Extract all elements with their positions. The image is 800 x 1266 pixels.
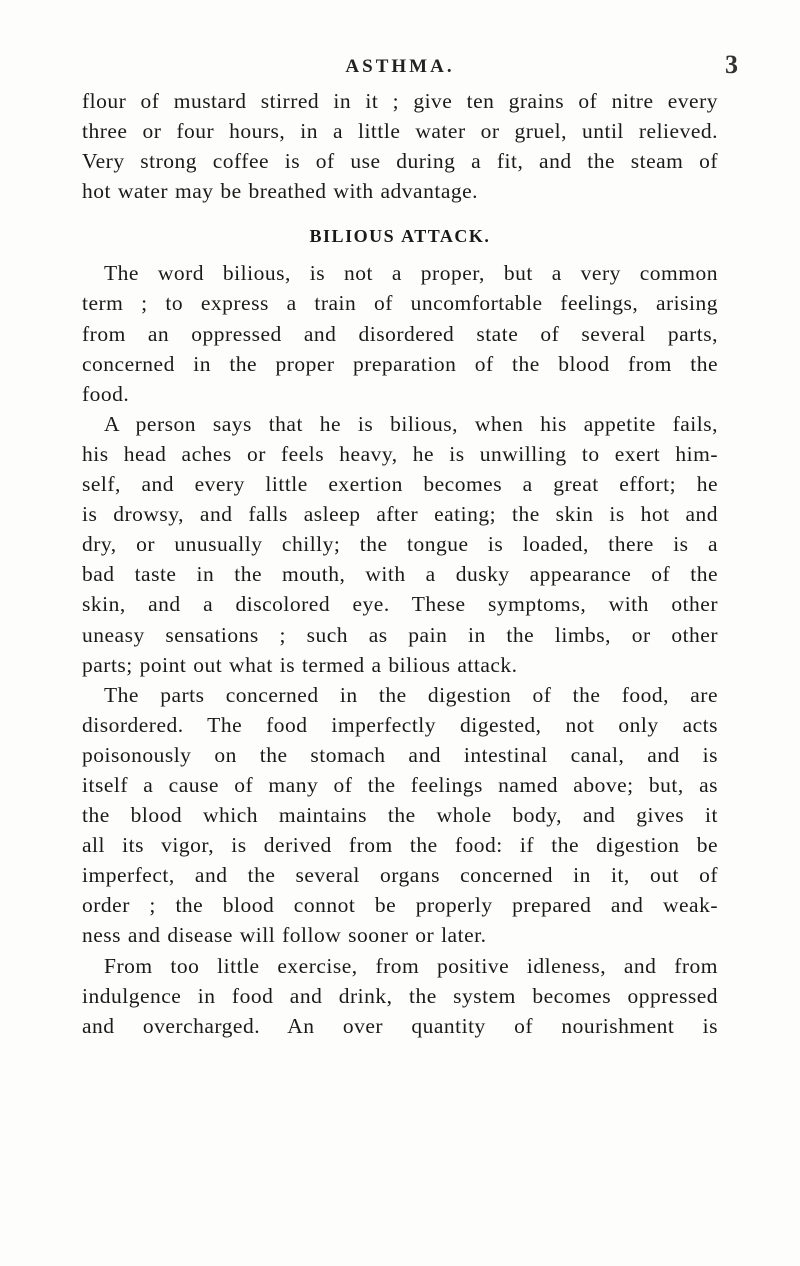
text-line: dry, or unusually chilly; the tongue is loaded, there is a xyxy=(82,532,718,557)
text-line: three or four hours, in a little water or gruel, until relieved. xyxy=(82,119,718,144)
paragraph xyxy=(82,951,718,1041)
text-line: From too little exercise, from positive idleness, and from xyxy=(104,953,718,978)
text-line: skin, and a discolored eye. These symptoms, with other xyxy=(82,592,718,617)
text-line: order ; the blood connot be properly prepared and weak- xyxy=(82,893,718,918)
text-line: all its vigor, is derived from the food: if the digestion be xyxy=(82,833,718,858)
text-line: The word bilious, is not a proper, but a very common xyxy=(104,261,718,286)
text-line: imperfect, and the several organs concerned in it, out of xyxy=(82,863,718,888)
text-line: is drowsy, and falls asleep after eating; the skin is hot and xyxy=(82,502,718,527)
text-line: A person says that he is bilious, when his appetite fails, xyxy=(104,411,718,436)
running-head xyxy=(0,50,800,82)
text-line: bad taste in the mouth, with a dusky appearance of the xyxy=(82,562,718,587)
text-line: disordered. The food imperfectly digested, not only acts xyxy=(82,712,718,737)
text-line: ness and disease will follow sooner or later. xyxy=(82,923,487,948)
text-line: hot water may be breathed with advantage. xyxy=(82,179,479,204)
section-heading: BILIOUS ATTACK. xyxy=(309,226,491,247)
page-number: 3 xyxy=(725,50,738,79)
paragraph xyxy=(82,258,718,408)
text-line: from an oppressed and disordered state of several parts, xyxy=(82,321,718,346)
text-line: self, and every little exertion becomes a great effort; he xyxy=(82,472,718,497)
text-line: uneasy sensations ; such as pain in the limbs, or other xyxy=(82,622,718,647)
text-line: itself a cause of many of the feelings named above; but, as xyxy=(82,772,718,797)
body-text xyxy=(82,86,718,1041)
running-title: ASTHMA. xyxy=(345,56,455,77)
text-line: parts; point out what is termed a bilious attack. xyxy=(82,652,518,677)
text-line: flour of mustard stirred in it ; give ten grains of nitre every xyxy=(82,89,718,113)
text-line: The parts concerned in the digestion of the food, are xyxy=(104,682,718,707)
text-line: and overcharged. An over quantity of nourishment is xyxy=(82,1013,718,1038)
paragraph-continuation xyxy=(82,86,718,206)
text-line: concerned in the proper preparation of the blood from the xyxy=(82,351,718,376)
paragraph xyxy=(82,409,718,680)
text-line: the blood which maintains the whole body, and gives it xyxy=(82,803,718,828)
text-line: poisonously on the stomach and intestinal canal, and is xyxy=(82,742,718,767)
text-line: food. xyxy=(82,381,130,406)
paragraph xyxy=(82,680,718,951)
text-line: term ; to express a train of uncomfortable feelings, arising xyxy=(82,291,718,316)
text-line: indulgence in food and drink, the system becomes oppressed xyxy=(82,983,718,1008)
text-line: Very strong coffee is of use during a fit, and the steam of xyxy=(82,149,718,174)
text-line: his head aches or feels heavy, he is unwilling to exert him- xyxy=(82,441,718,466)
